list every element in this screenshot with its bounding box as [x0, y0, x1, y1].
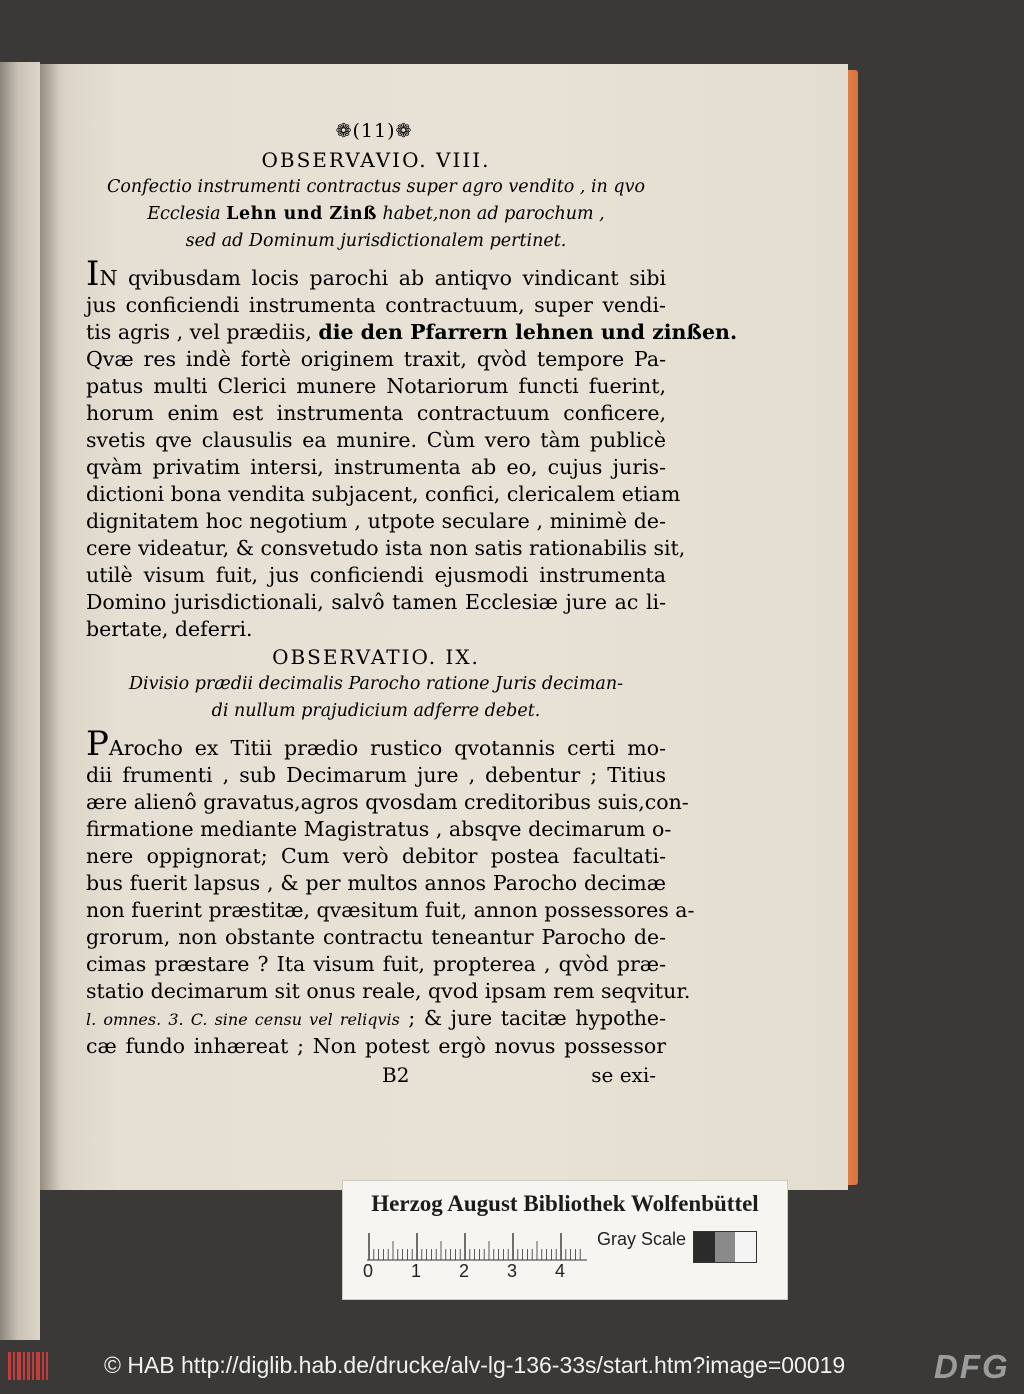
ruler — [367, 1231, 587, 1261]
ruler-label: 4 — [555, 1261, 566, 1281]
observation-body — [86, 254, 738, 643]
text-run: cere videatur, & consvetudo ista non satis rationabilis sit, — [86, 536, 686, 560]
summary-run: sed ad Dominum jurisdictionalem pertinet. — [185, 231, 567, 251]
gray-swatch — [735, 1232, 756, 1262]
text-line — [86, 816, 672, 843]
summary-run: di nullum prajudicium adferre debet. — [211, 701, 541, 721]
text-line — [86, 481, 681, 508]
ruler-label: 3 — [507, 1261, 518, 1281]
ruler-label: 1 — [411, 1261, 422, 1281]
text-line — [86, 1005, 666, 1033]
text-line — [86, 562, 666, 589]
text-run: bus fuerit lapsus , & per multos annos Parocho decimæ — [86, 871, 666, 895]
summary-line — [86, 174, 666, 201]
text-run: non fuerint præstitæ, qvæsitum fuit, annon possessores a- — [86, 898, 695, 922]
summary-line — [86, 698, 666, 725]
text-run: tis agris , vel prædiis, — [86, 320, 319, 344]
gutter-shadow — [40, 64, 60, 1190]
text-run: statio decimarum sit onus reale, qvod ipsam rem seqvitur. — [86, 979, 691, 1003]
ruler-label: 0 — [363, 1261, 374, 1281]
text-run: Qvæ res indè fortè originem traxit, qvòd tempore Pa- — [86, 347, 666, 371]
blackletter-text: Lehn und Zinß — [226, 204, 377, 224]
ruler-label: 2 — [459, 1261, 470, 1281]
text-line — [86, 346, 666, 373]
citation-text: l. omnes. 3. C. sine censu vel reliqvis — [86, 1010, 400, 1029]
summary-run: Confectio instrumenti contractus super agro vendito , in qvo — [106, 177, 646, 197]
signature-mark: B2 — [382, 1063, 410, 1087]
dfg-logo: DFG — [934, 1348, 1010, 1385]
gray-scale-label: Gray Scale — [597, 1229, 687, 1249]
text-run: Arocho ex Titii prædio rustico qvotannis certi mo- — [108, 736, 666, 760]
text-line — [86, 535, 686, 562]
text-line — [86, 400, 666, 427]
text-line — [86, 589, 666, 616]
text-run: bertate, deferri. — [86, 617, 253, 641]
facing-page-edge — [0, 62, 40, 1367]
card-title: Herzog August Bibliothek Wolfenbüttel — [371, 1191, 759, 1216]
color-calibration-card — [342, 1180, 788, 1300]
observation-body — [86, 724, 695, 1060]
page-text — [86, 120, 738, 1089]
text-run: firmatione mediante Magistratus , absqve decimarum o- — [86, 817, 672, 841]
blackletter-text: die den Pfarrern lehnen und zinßen. — [318, 320, 738, 344]
observation-summary — [86, 671, 666, 725]
text-run: nere oppignorat; Cum verò debitor postea facultati- — [86, 844, 666, 868]
text-run: dii frumenti , sub Decimarum jure , debentur ; Titius — [86, 763, 666, 787]
text-line — [86, 789, 689, 816]
sections — [86, 146, 738, 1060]
text-line — [86, 843, 666, 870]
viewer-footer — [0, 1340, 1024, 1394]
text-run: ; & jure tacitæ hypothe- — [399, 1006, 666, 1030]
text-line — [86, 1033, 666, 1060]
text-line — [86, 319, 738, 346]
summary-line — [86, 228, 666, 255]
text-line — [86, 427, 666, 454]
text-run: ære alienô gravatus,agros qvosdam creditoribus suis,con- — [86, 790, 689, 814]
text-run: dignitatem hoc negotium , utpote seculare , minimè de- — [86, 509, 666, 533]
text-run: svetis qve clausulis ea munire. Cùm vero tàm publicè — [86, 428, 666, 452]
text-line — [86, 978, 691, 1005]
summary-run: Divisio prædii decimalis Parocho ratione Juris deciman- — [128, 674, 624, 694]
observation-summary — [86, 174, 666, 255]
text-line — [86, 924, 666, 951]
text-line — [86, 724, 666, 764]
summary-line — [86, 671, 666, 698]
summary-run: habet,non ad parochum , — [376, 204, 605, 224]
text-run: grorum, non obstante contractu teneantur Parocho de- — [86, 925, 666, 949]
text-run: cæ fundo inhæreat ; Non potest ergò novus possessor — [86, 1034, 666, 1058]
text-run: utilè visum fuit, jus conficiendi ejusmodi instrumenta — [86, 563, 666, 587]
text-run: cimas præstare ? Ita visum fuit, propterea , qvòd præ- — [86, 952, 666, 976]
text-line — [86, 951, 666, 978]
text-line — [86, 616, 666, 643]
text-run: qvàm privatim intersi, instrumenta ab eo, cujus juris- — [86, 455, 666, 479]
gray-swatch — [715, 1232, 736, 1262]
observation-heading: OBSERVATIO. IX. — [272, 645, 480, 669]
text-run: patus multi Clerici munere Notariorum functi fuerint, — [86, 374, 666, 398]
text-line — [86, 762, 666, 789]
catchword: se exi- — [591, 1063, 656, 1087]
text-run: Domino jurisdictionali, salvô tamen Ecclesiæ jure ac li- — [86, 590, 666, 614]
text-line — [86, 897, 695, 924]
summary-run: Ecclesia — [147, 204, 227, 224]
summary-line — [86, 201, 666, 228]
text-line — [86, 373, 666, 400]
page-footer-line — [86, 1062, 666, 1089]
copyright-link[interactable]: © HAB http://diglib.hab.de/drucke/alv-lg-136-33s/start.htm?image=00019 — [104, 1352, 846, 1378]
page-folio: ❁(11)❁ — [335, 120, 413, 142]
text-line — [86, 508, 666, 535]
text-line — [86, 254, 666, 294]
observation-heading: OBSERVAVIO. VIII. — [261, 148, 491, 172]
initial-capital: P — [86, 724, 109, 764]
text-line — [86, 870, 666, 897]
gray-swatch — [694, 1232, 715, 1262]
text-line — [86, 454, 666, 481]
text-run: N qvibusdam locis parochi ab antiqvo vindicant sibi — [99, 266, 666, 290]
text-line — [86, 292, 666, 319]
text-run: horum enim est instrumenta contractuum conficere, — [86, 401, 666, 425]
text-run: dictioni bona vendita subjacent, confici, clericalem etiam — [86, 482, 681, 506]
barcode-icon — [8, 1352, 48, 1380]
initial-capital: I — [86, 254, 100, 294]
gray-scale-swatches — [693, 1231, 757, 1263]
text-run: jus conficiendi instrumenta contractuum, super vendi- — [86, 293, 666, 317]
